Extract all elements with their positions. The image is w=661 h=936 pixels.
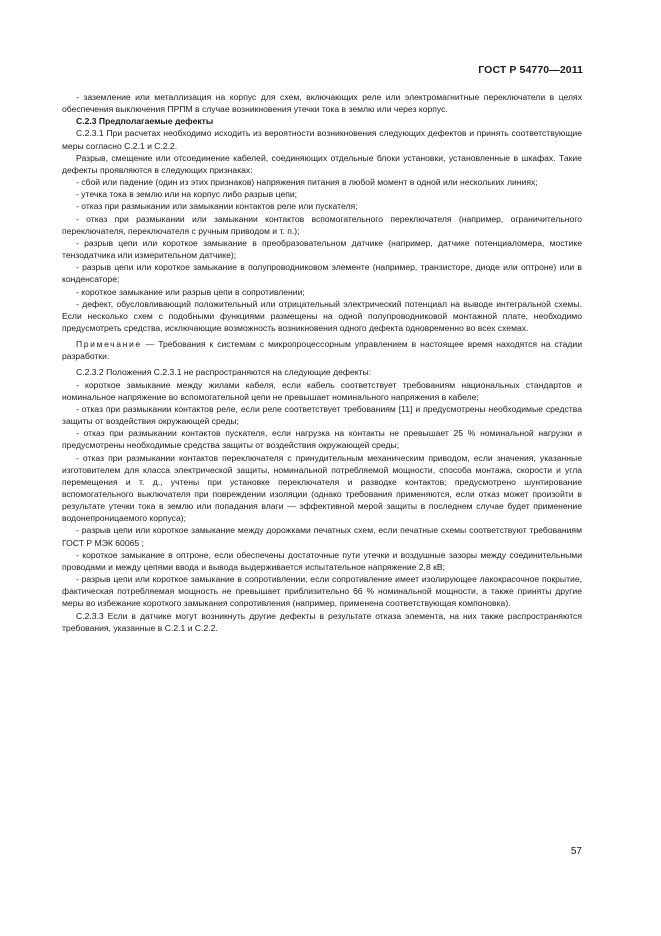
list-item: - разрыв цепи или короткое замыкание между дорожками печатных схем, если печатные схемы соответствуют требованиям ГОСТ Р МЭК 60065 ; — [62, 525, 582, 548]
note — [62, 338, 582, 362]
paragraph: С.2.3.1 При расчетах необходимо исходить из вероятности возникновения следующих дефектов и принять соответствующие меры согласно С.2.1 и С.2.2. — [62, 128, 582, 151]
list-item: - короткое замыкание в оптроне, если обеспечены достаточные пути утечки и воздушные зазоры между соединительными проводами и между цепями ввода и вывода выдерживается испытательное напряжение 2,8 кВ; — [62, 549, 582, 572]
list-item: - отказ при размыкании контактов пускателя, если нагрузка на контакты не превышает 25 % номинальной нагрузки и предусмотрены необходимые средства защиты от воздействия окружающей среды; — [62, 428, 582, 451]
list-item: - короткое замыкание или разрыв цепи в сопротивлении; — [76, 286, 305, 297]
paragraph: С.2.3.3 Если в датчике могут возникнуть другие дефекты в результате отказа элемента, на них также распространяются требования, указанные в С.2.1 и С.2.2. — [62, 610, 582, 633]
list-item: - разрыв цепи или короткое замыкание в сопротивлении, если сопротивление имеет изолирующее лакокрасочное покрытие, фактическая потребляемая мощность не превышает приблизительно 66 % номинальной мощности, а также приняты другие меры во избежание короткого замыкания сопротивления (например, применена соответствующая компоновка). — [62, 574, 582, 609]
list-item: - утечка тока в землю или на корпус либо разрыв цепи; — [76, 189, 298, 200]
list-item: - отказ при размыкании или замыкании контактов реле или пускателя; — [76, 201, 358, 212]
document-body — [62, 91, 582, 634]
note-text: — Требования к системам с микропроцессорным управлением в настоящее время находятся на стадии разработки. — [62, 339, 582, 362]
list-item: - разрыв цепи или короткое замыкание в преобразовательном датчике (например, датчике потенциаломера, мостике тензодатчика или измерительном датчике); — [62, 237, 582, 261]
list-item: - разрыв цепи или короткое замыкание в полупроводниковом элементе (например, транзисторе, диоде или оптроне) или в конденсаторе; — [62, 262, 582, 285]
list-item: - короткое замыкание между жилами кабеля, если кабель соответствует требованиям национальных стандартов и номинальное напряжение во вспомогательной цепи не превышает номинального напряжения в кабеле; — [62, 379, 582, 402]
note-label: Примечание — [76, 339, 142, 350]
list-item: - дефект, обусловливающий положительный или отрицательный электрический потенциал на выводе интегральной схемы. Если несколько схем с подобными функциями размещены на одной полупроводниковой монтажной плате, необходимо предусмотреть средства, исключающие возможность возникновения одного дефекта одновременно во всех схемах. — [62, 298, 582, 333]
list-item: - сбой или падение (один из этих признаков) напряжения питания в любой момент в одной или нескольких линиях; — [76, 177, 538, 188]
page-number: 57 — [570, 846, 582, 857]
document-code: ГОСТ Р 54770—2011 — [478, 64, 583, 76]
section-heading: С.2.3 Предполагаемые дефекты — [76, 116, 214, 127]
list-item: - отказ при размыкании или замыкании контактов вспомогательного переключателя (например, ограничительного переключателя, переключателя с ручным приводом и т. п.); — [62, 213, 582, 236]
list-item: - отказ при размыкании контактов переключателя с принудительным механическим приводом, если значения, указанные изготовителем для класса электрической защиты, номинальной потребляемой мощности, способа монтажа, скорости и угла перемещения и т. д., учтены при установке переключателя и разводке контактов; предусмотрено шунтирование вспомогательного выключателя при повреждении изоляции (однако требования применяются, если отказ может произойти в результате утечки тока в землю или попадания влаги — эффективной мерой защиты в последнем случае будет применение водонепроницаемого корпуса); — [62, 452, 582, 524]
paragraph: - заземление или металлизация на корпус для схем, включающих реле или электромагнитные переключатели в целях обеспечения выключения ПРПМ в случае возникновения утечки тока в землю или через корпус. — [62, 92, 582, 115]
paragraph: С.2.3.2 Положения С.2.3.1 не распространяются на следующие дефекты: — [76, 367, 372, 378]
paragraph: Разрыв, смещение или отсоединение кабелей, соединяющих отдельные блоки установки, установленные в шкафах. Такие дефекты проявляются в следующих признаках: — [62, 152, 582, 175]
list-item: - отказ при размыкании контактов реле, если реле соответствует требованиям [11] и предусмотрены необходимые средства защиты от воздействия окружающей среды; — [62, 403, 582, 427]
